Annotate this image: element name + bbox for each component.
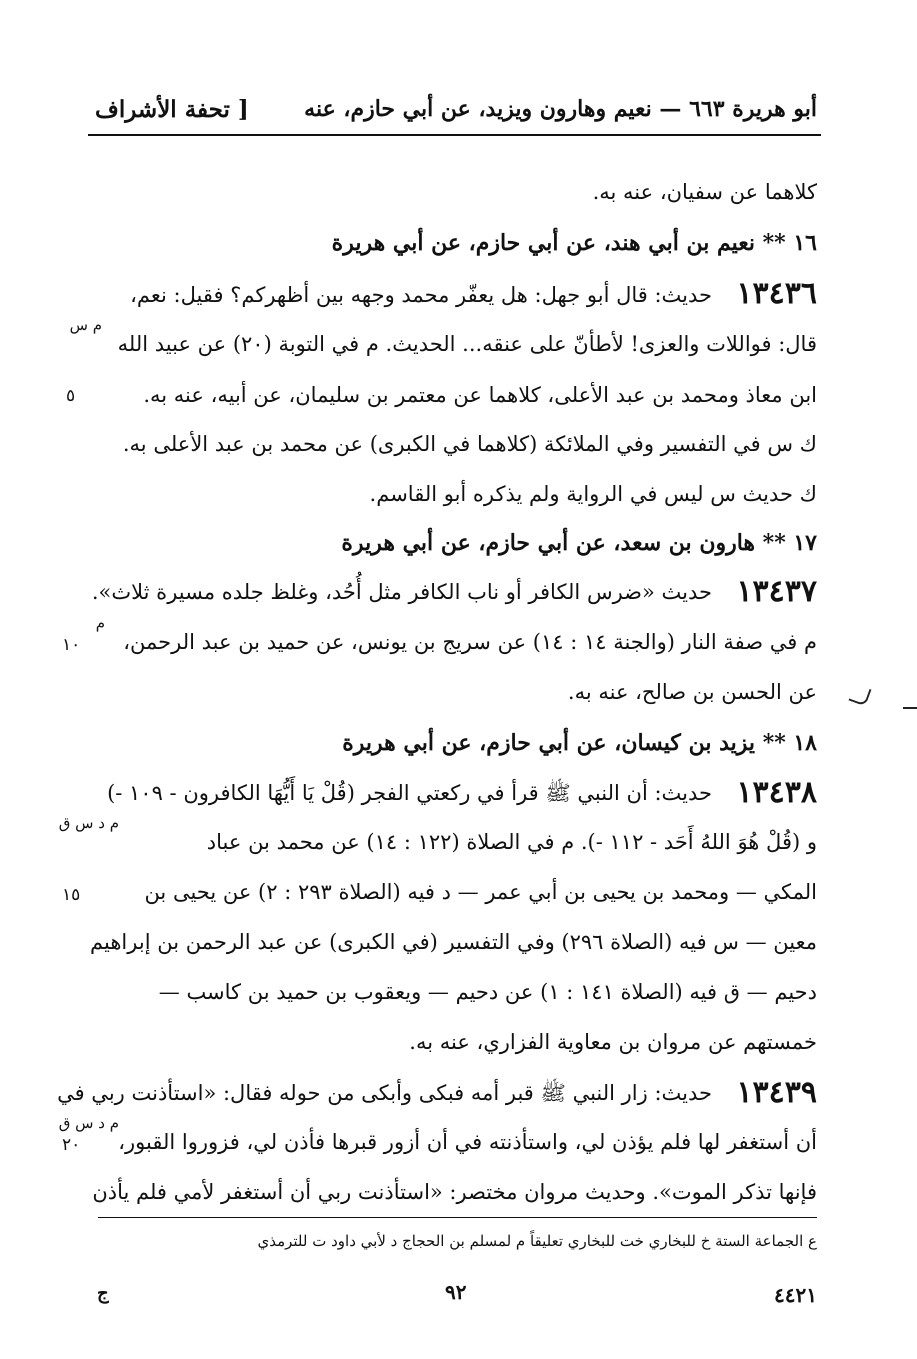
margin-siglum: م د س ق — [58, 1114, 119, 1132]
text-line: فإنها تذكر الموت». وحديث مروان مختصر: «استأذنت ربي أن أستغفر لأمي فلم يأذن — [92, 1180, 817, 1204]
header-rule — [88, 134, 821, 136]
margin-dash — [903, 707, 917, 709]
text-line: قال: فواللات والعزى! لأطأنّ على عنقه... الحديث. م في التوبة (٢٠) عن عبيد الله — [117, 332, 817, 356]
text-line: و (قُلْ هُوَ اللهُ أَحَد - ١١٢ -). م في الصلاة (١٢٢ : ١٤) عن محمد بن عباد — [206, 830, 817, 854]
margin-siglum: م د س ق — [58, 814, 119, 832]
text-line: كلاهما عن سفيان، عنه به. — [592, 180, 817, 204]
margin-siglum: م س — [69, 316, 102, 334]
text-line: م في صفة النار (والجنة ١٤ : ١٤) عن سريج بن يونس، عن حميد بن عبد الرحمن، — [123, 630, 817, 654]
hadith-number: ١٣٤٣٦ — [736, 276, 817, 311]
sigla-key: ع الجماعة الستة خ للبخاري خت للبخاري تعليقاً م لمسلم بن الحجاج د لأبي داود ت للترمذي — [257, 1232, 817, 1250]
text-line: معين — س فيه (الصلاة ٢٩٦) وفي التفسير (في الكبرى) عن عبد الرحمن بن إبراهيم — [90, 930, 817, 954]
margin-line-number: ٢٠ — [62, 1135, 81, 1155]
margin-mark — [848, 683, 871, 706]
text-line: أن أستغفر لها فلم يؤذن لي، واستأذنته في أن أزور قبرها فأذن لي، فزوروا القبور، — [118, 1130, 817, 1154]
text-line: حديث: زار النبي ﷺ قبر أمه فبكى وأبكى من حوله فقال: «استأذنت ربي في — [57, 1081, 712, 1105]
margin-line-number: ١٥ — [62, 885, 81, 905]
text-line: خمستهم عن مروان بن معاوية الفزاري، عنه به. — [409, 1030, 817, 1054]
text-line: عن الحسن بن صالح، عنه به. — [567, 680, 817, 704]
signature-mark: ج — [97, 1283, 109, 1304]
footnote-rule — [98, 1217, 817, 1218]
text-line: المكي — ومحمد بن يحيى بن أبي عمر — د فيه (الصلاة ٢٩٣ : ٢) عن يحيى بن — [144, 880, 817, 904]
text-line: حديث: قال أبو جهل: هل يعفّر محمد وجهه بين أظهركم؟ فقيل: نعم، — [130, 283, 712, 307]
text-line: دحيم — ق فيه (الصلاة ١٤١ : ١) عن دحيم — ويعقوب بن حميد بن كاسب — — [158, 980, 817, 1004]
running-header-right: أبو هريرة ٦٦٣ — نعيم وهارون ويزيد، عن أبي حازم، عنه — [304, 96, 817, 122]
margin-line-number: ٥ — [66, 386, 76, 406]
text-line: حديث: أن النبي ﷺ قرأ في ركعتي الفجر (قُلْ يَا أَيُّهَا الكافرون - ١٠٩ -) — [107, 781, 712, 805]
hadith-number: ١٣٤٣٧ — [736, 574, 817, 609]
running-header-left: [ تحفة الأشراف — [95, 96, 249, 123]
chapter-heading: ١٧ ** هارون بن سعد، عن أبي حازم، عن أبي هريرة — [341, 530, 817, 556]
chapter-heading: ١٦ ** نعيم بن أبي هند، عن أبي حازم، عن أبي هريرة — [331, 230, 817, 256]
text-line: حديث «ضرس الكافر أو ناب الكافر مثل أُحُد، وغلظ جلده مسيرة ثلاث». — [91, 580, 712, 604]
page-number: ٩٢ — [445, 1280, 467, 1304]
footer-number: ٤٤٢١ — [774, 1283, 817, 1307]
margin-siglum: م — [95, 614, 105, 632]
margin-line-number: ١٠ — [62, 635, 81, 655]
text-line: ابن معاذ ومحمد بن عبد الأعلى، كلاهما عن معتمر بن سليمان، عن أبيه، عنه به. — [143, 383, 817, 407]
chapter-heading: ١٨ ** يزيد بن كيسان، عن أبي حازم، عن أبي هريرة — [342, 730, 817, 756]
hadith-number: ١٣٤٣٩ — [736, 1075, 817, 1110]
text-line: ك س في التفسير وفي الملائكة (كلاهما في الكبرى) عن محمد بن عبد الأعلى به. — [122, 432, 817, 456]
hadith-number: ١٣٤٣٨ — [736, 775, 817, 810]
text-line: ك حديث س ليس في الرواية ولم يذكره أبو القاسم. — [369, 482, 817, 506]
